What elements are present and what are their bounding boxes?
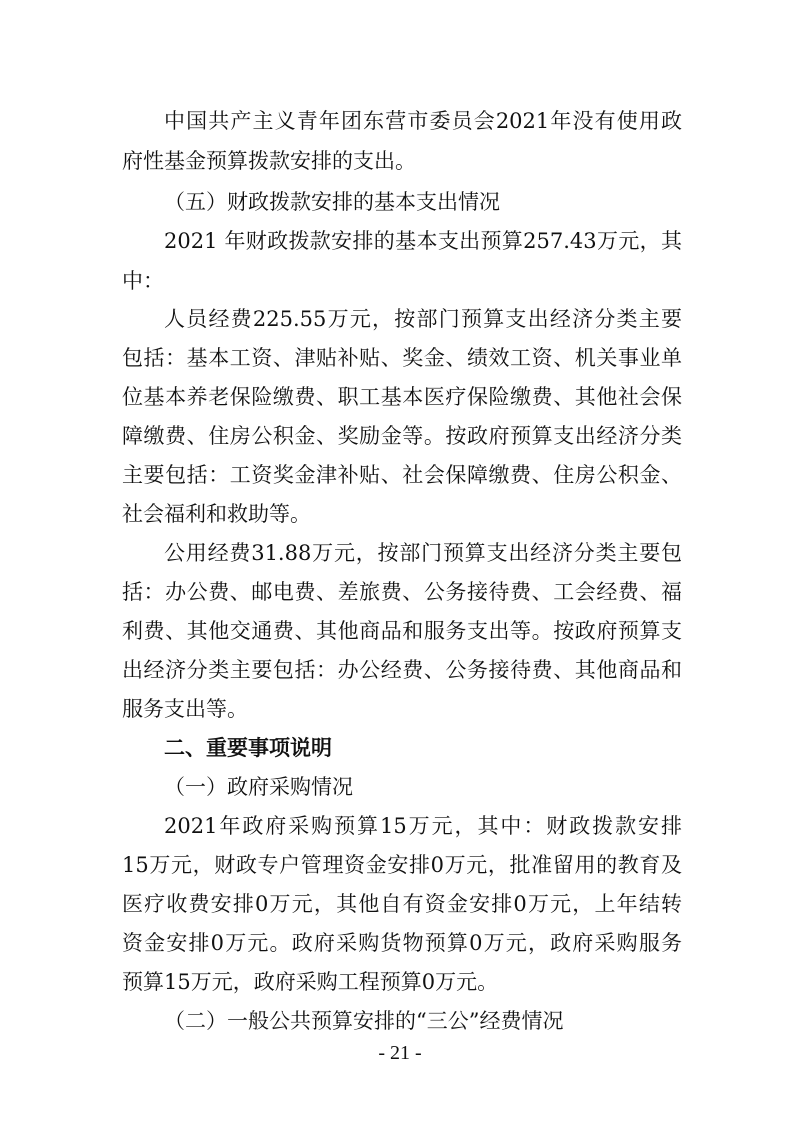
paragraph-line: 公用经费31.88万元，按部门预算支出经济分类主要包 xyxy=(164,541,682,565)
paragraph-line: 2021 年财政拨款安排的基本支出预算257.43万元，其 xyxy=(164,229,682,253)
section-heading-bold: 二、重要事项说明 xyxy=(164,736,332,760)
paragraph-line: 社会福利和救助等。 xyxy=(122,502,311,526)
paragraph-line: 位基本养老保险缴费、职工基本医疗保险缴费、其他社会保 xyxy=(122,385,682,409)
paragraph-line: 资金安排0万元。政府采购货物预算0万元，政府采购服务 xyxy=(122,931,682,955)
paragraph-line: 府性基金预算拨款安排的支出。 xyxy=(122,149,416,173)
paragraph-line: 中： xyxy=(122,269,164,293)
paragraph-line: 障缴费、住房公积金、奖励金等。按政府预算支出经济分类 xyxy=(122,424,682,448)
paragraph-line: 主要包括：工资奖金津补贴、社会保障缴费、住房公积金、 xyxy=(122,463,682,487)
paragraph-line: 人员经费225.55万元，按部门预算支出经济分类主要 xyxy=(164,307,682,331)
paragraph-line: 中国共产主义青年团东营市委员会2021年没有使用政 xyxy=(164,109,682,133)
section-heading: （五）财政拨款安排的基本支出情况 xyxy=(164,190,500,214)
paragraph-line: 出经济分类主要包括：办公经费、公务接待费、其他商品和 xyxy=(122,658,682,682)
paragraph-line: 15万元，财政专户管理资金安排0万元，批准留用的教育及 xyxy=(122,853,682,877)
paragraph-line: 医疗收费安排0万元，其他自有资金安排0万元，上年结转 xyxy=(122,892,682,916)
paragraph-line: 包括：基本工资、津贴补贴、奖金、绩效工资、机关事业单 xyxy=(122,346,682,370)
paragraph-line: 括：办公费、邮电费、差旅费、公务接待费、工会经费、福 xyxy=(122,580,682,604)
paragraph-line: 2021年政府采购预算15万元，其中：财政拨款安排 xyxy=(164,814,682,838)
page-number: - 21 - xyxy=(378,1042,422,1064)
section-heading: （二）一般公共预算安排的“三公”经费情况 xyxy=(164,1009,564,1033)
paragraph-line: 预算15万元，政府采购工程预算0万元。 xyxy=(122,970,499,994)
paragraph-line: 服务支出等。 xyxy=(122,697,248,721)
section-heading: （一）政府采购情况 xyxy=(164,775,353,799)
paragraph-line: 利费、其他交通费、其他商品和服务支出等。按政府预算支 xyxy=(122,619,682,643)
